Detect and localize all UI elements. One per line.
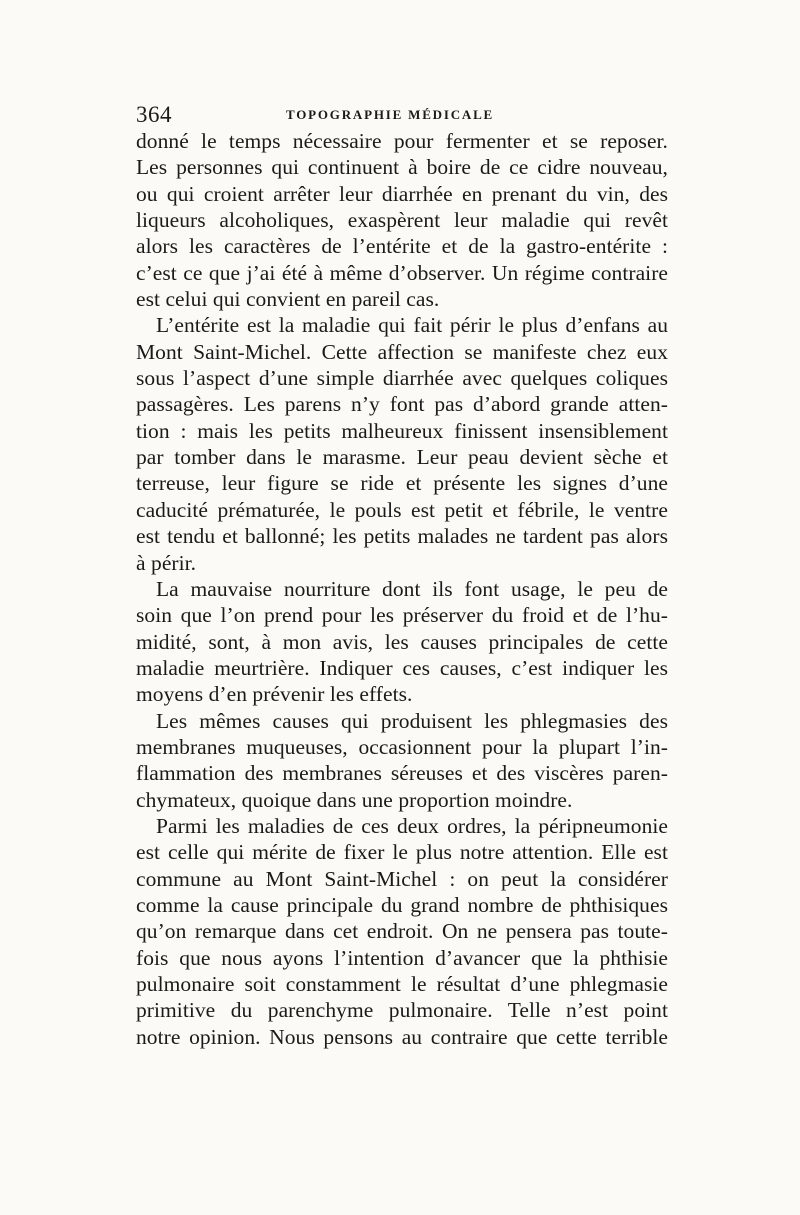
text-line: comme la cause principale du grand nombre de phthisiques [136,892,668,917]
text-line: à périr. [136,550,197,575]
text-line: est tendu et ballonné; les petits malades ne tardent pas alors [136,524,668,549]
text-line: par tomber dans le marasme. Leur peau devient sèche et [136,445,668,470]
text-line: commune au Mont Saint-Michel : on peut la considérer [136,866,668,891]
text-line: alors les caractères de l’entérite et de la gastro-entérite : [136,234,668,259]
text-line: donné le temps nécessaire pour fermenter et se reposer. [136,129,668,153]
text-line: Parmi les maladies de ces deux ordres, la péripneumonie [156,813,668,838]
text-line: moyens d’en prévenir les effets. [136,682,413,707]
text-line: membranes muqueuses, occasionnent pour la plupart l’in- [136,734,668,759]
text-line: pulmonaire soit constamment le résultat d’une phlegmasie [136,972,668,996]
text-line: notre opinion. Nous pensons au contraire que cette terrible [136,1024,668,1049]
text-line: maladie meurtrière. Indiquer ces causes, c’est indiquer les [136,655,668,680]
page-number: 364 [136,102,172,127]
text-line: sous l’aspect d’une simple diarrhée avec quelques coliques [136,366,668,391]
text-line: est celui qui convient en pareil cas. [136,287,440,312]
text-line: flammation des membranes séreuses et des viscères paren- [136,761,668,786]
text-line: caducité prématurée, le pouls est petit et fébrile, le ventre [136,497,668,522]
text-line: Mont Saint-Michel. Cette affection se manifeste chez eux [136,339,668,364]
text-line: Les mêmes causes qui produisent les phlegmasies des [156,708,668,733]
text-line: tion : mais les petits malheureux finissent insensiblement [136,418,668,443]
running-title: TOPOGRAPHIE MÉDICALE [286,107,495,122]
text-line: chymateux, quoique dans une proportion moindre. [136,787,573,812]
text-line: liqueurs alcoholiques, exaspèrent leur maladie qui revêt [136,208,668,233]
text-line: midité, sont, à mon avis, les causes principales de cette [136,629,668,654]
text-line: est celle qui mérite de fixer le plus notre attention. Elle est [136,840,668,865]
text-line: qu’on remarque dans cet endroit. On ne pensera pas toute- [136,919,668,944]
text-line: terreuse, leur figure se ride et présente les signes d’une [136,471,668,496]
text-line: Les personnes qui continuent à boire de ce cidre nouveau, [136,155,668,180]
text-line: c’est ce que j’ai été à même d’observer. Un régime contraire [136,260,668,285]
body-text [136,128,668,1050]
text-line: fois que nous ayons l’intention d’avancer que la phthisie [136,945,668,970]
text-line: passagères. Les parens n’y font pas d’abord grande atten- [136,392,668,417]
text-line: soin que l’on prend pour les préserver du froid et de l’hu- [136,603,668,628]
text-line: L’entérite est la maladie qui fait périr le plus d’enfans au [156,313,668,338]
text-line: ou qui croient arrêter leur diarrhée en prenant du vin, des [136,181,668,206]
text-line: primitive du parenchyme pulmonaire. Telle n’est point [136,998,668,1023]
text-line: La mauvaise nourriture dont ils font usage, le peu de [156,576,668,601]
page-header [136,100,670,130]
